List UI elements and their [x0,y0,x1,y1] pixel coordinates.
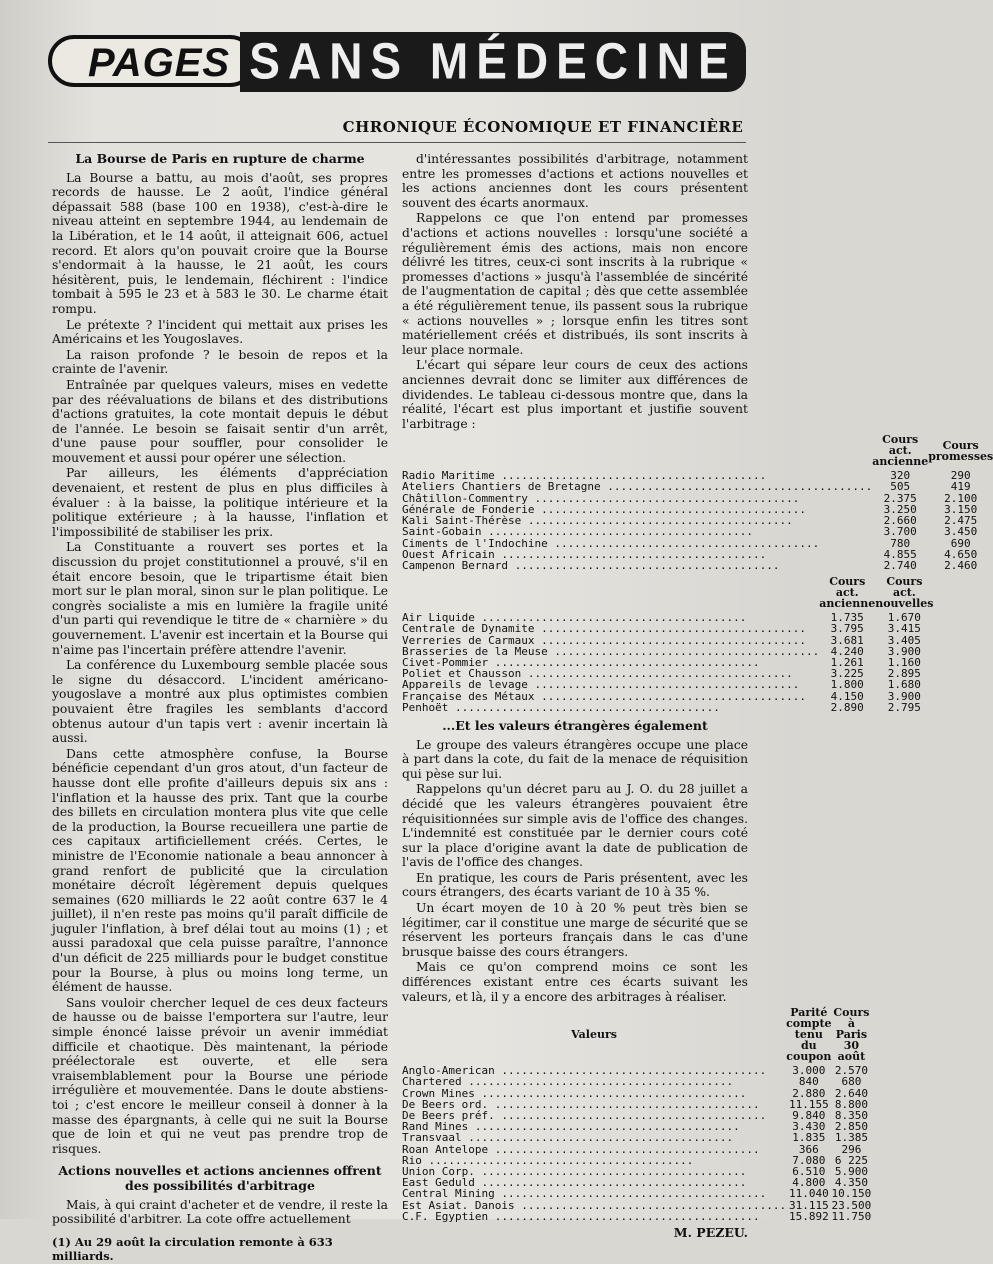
row-label: Brasseries de la Meuse ........................................ [402,644,820,658]
paragraph: Par ailleurs, les éléments d'appréciation devenaient, et restent de plus en plus difficiles à évaluer : à la baisse, la politique intérieure et la politique extérieure ; à la hausse, l'inflation et l'impossibilité de stabiliser les prix. [52,466,388,539]
row-label: De Beers ord. ........................................ [402,1097,760,1111]
paragraph: En pratique, les cours de Paris présentent, avec les cours étrangers, des écarts variant de 10 à 35 %. [402,870,748,900]
row-value: 11.750 [831,1209,872,1223]
header-sans-medecine: SANS MÉDECINE [249,32,737,90]
paragraph: Entraînée par quelques valeurs, mises en vedette par des réévaluations de bilans et des distributions d'actions gratuites, la cote montait depuis le début de l'année. Le besoin se faisait sentir d'un arrêt, d'une pause pour souffler, pour consolider le mouvement et aussi pour opérer une sélection. [52,377,388,465]
row-value: 6.510 [792,1165,826,1179]
row-value: 3.681 [830,633,864,647]
table-row [402,1132,871,1143]
row-value: 680 [841,1075,862,1089]
paragraph: Sans vouloir chercher lequel de ces deux facteurs de hausse ou de baisse l'emportera sur l'autre, leur simple énoncé laisse prévoir un avenir immédiat difficile et chaotique. Dès maintenant, la période préélectorale est ouverte, et elle sera vraisemblablement pour la Bourse une période irrégulière et mouvementée. Dans le doute abstiens-toi ; c'est encore le meilleur conseil à donner à la masse des épargnants, à celle qui ne suit la Bourse que de loin et qui ne veut pas prendre trop de risques. [52,995,388,1156]
row-label: Roan Antelope ........................................ [402,1142,760,1156]
paragraph: Le groupe des valeurs étrangères occupe une place à part dans la cote, du fait de la menace de réquisition qui pèse sur lui. [402,737,748,781]
row-label: De Beers préf. ........................................ [402,1109,767,1123]
table2-header-1: Cours act. ancienne [819,575,876,611]
row-value: 3.225 [830,667,864,681]
row-label: Air Liquide ........................................ [402,611,747,625]
row-value: 1.735 [830,611,864,625]
table-row [402,623,933,634]
row-value: 366 [798,1142,819,1156]
row-value: 8.800 [834,1097,868,1111]
row-value: 2.660 [883,514,917,528]
paragraph: Mais, à qui craint d'acheter et de vendre, il reste la possibilité d'arbitrer. La cote offre actuellement [52,1197,388,1227]
row-value: 2.895 [887,667,921,681]
row-value: 7.080 [792,1153,826,1167]
row-value: 780 [890,536,911,550]
paragraph: Rappelons qu'un décret paru au J. O. du 28 juillet a décidé que les valeurs étrangères pouvaient être réquisitionnées sur simple avis de l'office des changes. L'indemnité est constituée par le dernier cours coté sur la place d'origine avant la date de publication de l'avis de l'office des changes. [402,782,748,870]
row-value: 1.800 [830,678,864,692]
row-value: 23.500 [831,1198,872,1212]
row-value: 3.795 [830,622,864,636]
row-label: Ciments de l'Indochine ........................................ [402,536,820,550]
row-value: 690 [950,536,971,550]
row-value: 8.350 [834,1109,868,1123]
paragraph: d'intéressantes possibilités d'arbitrage, notamment entre les promesses d'actions et actions nouvelles et les actions anciennes dont les cours présentent souvent des écarts anormaux. [402,152,748,210]
paragraph: La Bourse a battu, au mois d'août, ses propres records de hausse. Le 2 août, l'indice général dépassait 588 (base 100 en 1938), c'est-à-dire le niveau atteint en septembre 1944, au lendemain de la Libération, et le 14 août, il atteignait 606, actuel record. Et alors qu'on pouvait croire que la Bourse s'endormait à la hausse, le 21 août, les cours hésitèrent, puis, le lendemain, fléchirent : l'indice tombait à 595 le 23 et à 583 le 30. Le charme était rompu. [52,170,388,316]
row-value: 419 [950,480,971,494]
divider [48,142,746,143]
table-promesses [402,433,993,571]
table3-header-1: Parité compte tenu du coupon [786,1006,832,1064]
row-label: Française des Métaux ........................................ [402,689,806,703]
signature: M. PEZEU. [673,1225,748,1241]
row-label: Est Asiat. Danois ........................................ [402,1198,787,1212]
row-value: 2.880 [792,1086,826,1100]
row-value: 2.640 [834,1086,868,1100]
table-row [402,702,933,713]
row-label: Saint-Gobain ........................................ [402,525,753,539]
left-column [52,152,388,1264]
row-value: 2.740 [883,558,917,572]
right-paragraphs [402,152,748,431]
row-value: 3.250 [883,502,917,516]
article-title: La Bourse de Paris en rupture de charme [75,151,365,166]
row-value: 4.650 [944,547,978,561]
row-value: 2.375 [883,491,917,505]
header-banner [240,32,746,92]
right-column [402,152,993,1241]
table-row [402,1211,871,1222]
row-label: Union Corp. ........................................ [402,1165,747,1179]
row-label: Radio Maritime ........................................ [402,469,767,483]
row-label: Verreries de Carmaux ........................................ [402,633,806,647]
row-label: Kali Saint-Thérèse ........................................ [402,514,793,528]
row-value: 290 [950,469,971,483]
table1-header-2: Cours promesses [928,438,993,463]
row-value: 3.150 [944,502,978,516]
row-value: 505 [890,480,911,494]
row-label: C.F. Egyptien ........................................ [402,1209,760,1223]
row-value: 1.835 [792,1131,826,1145]
row-value: 10.150 [831,1187,872,1201]
row-value: 3.415 [887,622,921,636]
row-label: Transvaal ........................................ [402,1131,734,1145]
row-value: 9.840 [792,1109,826,1123]
subheading-etrangeres: ...Et les valeurs étrangères également [442,717,708,733]
row-value: 2.850 [834,1120,868,1134]
row-value: 296 [841,1142,862,1156]
row-label: Crown Mines ........................................ [402,1086,747,1100]
row-value: 1.261 [830,655,864,669]
header-pages: PAGES [88,41,231,85]
left-paragraphs-2 [52,1198,388,1227]
row-value: 3.900 [887,689,921,703]
row-value: 2.890 [830,700,864,714]
row-label: Poliet et Chausson ........................................ [402,667,793,681]
row-label: Châtillon-Commentry ........................................ [402,491,800,505]
row-value: 840 [798,1075,819,1089]
row-value: 2.100 [944,491,978,505]
row-label: Civet-Pommier ........................................ [402,655,760,669]
row-value: 5.900 [834,1165,868,1179]
table-row [402,1076,871,1087]
table-row [402,679,933,690]
row-value: 2.570 [834,1064,868,1078]
row-value: 4.150 [830,689,864,703]
row-value: 1.670 [887,611,921,625]
row-value: 4.350 [834,1176,868,1190]
row-value: 3.450 [944,525,978,539]
table-row [402,481,993,492]
row-label: Chartered ........................................ [402,1075,734,1089]
row-value: 2.795 [887,700,921,714]
paragraph: Le prétexte ? l'incident qui mettait aux prises les Américains et les Yougoslaves. [52,317,388,347]
paragraph: La Constituante a rouvert ses portes et la discussion du projet constitutionnel a prouvé, s'il en était encore besoin, que le tripartisme était bien mort sur le plan moral, sinon sur le plan politique. Le congrès socialiste a mis en lumière la fragile unité d'un parti qui revendique le titre de « charnière » du gouvernement. L'avenir est incertain et la Bourse qui n'aime pas l'incertain préfère attendre l'avenir. [52,540,388,657]
table3-header-2: Cours à Paris 30 août [833,1006,870,1064]
paragraph: Dans cette atmosphère confuse, la Bourse bénéficie cependant d'un gros atout, d'un facteur de hausse dont elle profite d'ailleurs depuis six ans : l'inflation et la hausse des prix. Tant que la courbe des billets en circulation montera plus vite que celle de la production, la Bourse recueillera une partie de ces capitaux artificiellement créés. Certes, le ministre de l'Economie nationale a beau annoncer à grand renfort de publicité que la circulation monétaire décroît légèrement depuis quelques semaines (620 milliards le 22 août contre 637 le 4 juillet), il n'en reste pas moins qu'il paraît difficile de juguler l'inflation, à bref délai tout au moins (1) ; et aussi paradoxal que cela puisse paraître, l'annonce d'un déficit de 225 milliards pour le budget constitue pour la Bourse, à plus ou moins long terme, un élément de hausse. [52,746,388,995]
header-pages-box [48,35,256,87]
left-paragraphs [52,171,388,1157]
row-value: 11.155 [788,1097,829,1111]
paragraph: Rappelons ce que l'on entend par promesses d'actions et actions nouvelles : lorsqu'une société a régulièrement émis des actions, mais non encore délivré les titres, ceux-ci sont inscrits à la rubrique « promesses d'actions » jusqu'à l'assemblée de sincérité de l'augmentation de capital ; dès que cette assemblée a été régulièrement tenue, ils passent sous la rubrique « actions nouvelles » ; lorsque enfin les titres sont matériellement créés et distribués, ils sont inscrits à leur place normale. [402,211,748,357]
row-label: Anglo-American ........................................ [402,1064,767,1078]
row-label: Ouest Africain ........................................ [402,547,767,561]
footnote: (1) Au 29 août la circulation remonte à 633 milliards. [52,1234,333,1264]
row-label: Rio ........................................ [402,1153,694,1167]
row-label: Appareils de levage ........................................ [402,678,800,692]
row-label: Penhoët ........................................ [402,700,720,714]
table-row [402,560,993,571]
row-label: East Geduld ........................................ [402,1176,747,1190]
row-label: Central Mining ........................................ [402,1187,767,1201]
row-value: 11.040 [788,1187,829,1201]
row-value: 3.900 [887,644,921,658]
row-value: 3.700 [883,525,917,539]
row-value: 31.115 [788,1198,829,1212]
row-value: 15.892 [788,1209,829,1223]
row-value: 3.430 [792,1120,826,1134]
right-paragraphs-2 [402,738,748,1005]
row-value: 3.405 [887,633,921,647]
row-label: Générale de Fonderie ........................................ [402,502,806,516]
row-label: Centrale de Dynamite ........................................ [402,622,806,636]
row-value: 2.475 [944,514,978,528]
row-label: Rand Mines ........................................ [402,1120,740,1134]
table-etrangeres [402,1006,871,1222]
subheading-actions: Actions nouvelles et actions anciennes offrent des possibilités d'arbitrage [58,1163,382,1193]
table-row [402,1188,871,1199]
table3-header-0: Valeurs [571,1028,617,1042]
row-value: 4.855 [883,547,917,561]
paragraph: Mais ce qu'on comprend moins ce sont les différences existant entre ces écarts suivant les valeurs, et là, il y a encore des arbitrages à réaliser. [402,960,748,1004]
row-value: 4.240 [830,644,864,658]
row-value: 320 [890,469,911,483]
row-label: Campenon Bernard ........................................ [402,558,780,572]
table1-header-1: Cours act. ancienne [872,433,929,469]
row-value: 3.000 [792,1064,826,1078]
paragraph: Un écart moyen de 10 à 20 % peut très bien se légitimer, car il constitue une marge de sécurité que se réservent les porteurs français dans le cas d'une brusque baisse des cours étrangers. [402,901,748,959]
table2-header-2: Cours act. nouvelles [875,575,934,611]
paragraph: La conférence du Luxembourg semble placée sous le signe du désaccord. L'incident américano-yougoslave a montré aux plus optimistes combien pouvaient être fragiles les semblants d'accord obtenus autour d'un tapis vert : avenir incertain là aussi. [52,658,388,746]
row-value: 2.460 [944,558,978,572]
row-value: 1.680 [887,678,921,692]
row-value: 6 225 [834,1153,868,1167]
table-nouvelles [402,575,933,713]
paragraph: L'écart qui sépare leur cours de ceux des actions anciennes devrait donc se limiter aux différences de dividendes. Le tableau ci-dessous montre que, dans la réalité, l'écart est plus important et justifie souvent l'arbitrage : [402,358,748,431]
row-label: Ateliers Chantiers de Bretagne ........................................ [402,480,873,494]
section-title: CHRONIQUE ÉCONOMIQUE ET FINANCIÈRE [342,118,744,136]
row-value: 1.385 [834,1131,868,1145]
table-row [402,526,993,537]
paragraph: La raison profonde ? le besoin de repos et la crainte de l'avenir. [52,347,388,377]
row-value: 1.160 [887,655,921,669]
row-value: 4.800 [792,1176,826,1190]
